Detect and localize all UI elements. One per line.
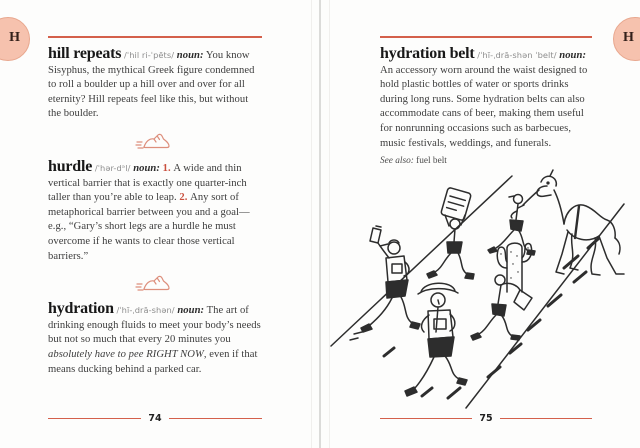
- entry-part-of-speech: noun:: [133, 162, 160, 174]
- entry-hydration: [48, 302, 262, 377]
- illustration-runners-with-camel-cactus-jug: [326, 168, 630, 410]
- alphabet-tab-letter: H: [623, 30, 634, 46]
- entry-part-of-speech: noun:: [176, 50, 204, 61]
- section-rule: [48, 36, 262, 38]
- entry-definition: An accessory worn around the waist designed to hold plastic bottles of water or sports drinks during long runs. Some hydration belts can also accommodate cans of beer, making them useful for nonrunning occasions such as barbecues, music festivals, weddings, and funerals.: [380, 64, 588, 149]
- entry-pronunciation: /ˈhər-dᵊl/: [94, 162, 131, 173]
- see-also-term: fuel belt: [416, 156, 447, 167]
- footer-rule: [169, 418, 262, 420]
- entry-pronunciation: /ˈhil ri-ˈpēts/: [124, 50, 175, 60]
- footer-rule: [380, 418, 472, 420]
- page-number: 75: [479, 413, 493, 424]
- alphabet-tab-letter: H: [9, 30, 20, 46]
- entry-part-of-speech: noun:: [559, 50, 587, 61]
- running-shoe-icon: [135, 272, 175, 296]
- entry-definition: 1. A wide and thin vertical barrier that is exactly one quarter-inch taller than you’re able to leap. 2. Any sort of metaphorical barrier between you and a goal—e.g., “Gary’s short legs are a hurdle he must overcome if he wants to clear those vertical barriers.”: [48, 162, 250, 262]
- footer-rule: [48, 418, 141, 420]
- entry-headword: hydration belt: [380, 45, 475, 62]
- entry-hill-repeats: [48, 47, 262, 122]
- left-page-footer: [48, 413, 262, 424]
- right-page-footer: [380, 413, 592, 424]
- entry-divider: [48, 272, 262, 296]
- runner-with-water-bottle: [350, 226, 420, 340]
- runner-in-sun-hat: [405, 283, 467, 396]
- entry-part-of-speech: noun:: [177, 305, 205, 317]
- entry-headword: hydration: [48, 300, 114, 318]
- entry-pronunciation: /ˈhī-ˌdrā-shən/: [116, 305, 175, 316]
- entry-hydration-belt: [380, 47, 592, 151]
- runner-carrying-cactus: [471, 243, 532, 340]
- see-also-label: See also:: [380, 156, 414, 167]
- road: [331, 176, 624, 408]
- entry-definition: The art of drinking enough fluids to meet your body’s needs but not so much that every 20 minutes you absolutely have to pee RIGHT NOW, even if that means ducking behind a parked car.: [48, 305, 261, 375]
- see-also-line: [380, 156, 592, 166]
- section-rule: [380, 36, 592, 38]
- entry-pronunciation: /ˈhī-ˌdrā-shən ˈbelt/: [477, 50, 557, 60]
- entry-headword: hurdle: [48, 157, 93, 175]
- entry-hurdle: [48, 157, 262, 264]
- entry-definition: You know Sisyphus, the mythical Greek figure condemned to roll a boulder up a hill over and over for all eternity? Hill repeats feel like this, but without the boulder.: [48, 50, 255, 120]
- entry-headword: hill repeats: [48, 45, 122, 62]
- footer-rule: [500, 418, 592, 420]
- entry-divider: [48, 130, 262, 154]
- running-shoe-icon: [135, 130, 175, 154]
- page-number: 74: [148, 413, 162, 424]
